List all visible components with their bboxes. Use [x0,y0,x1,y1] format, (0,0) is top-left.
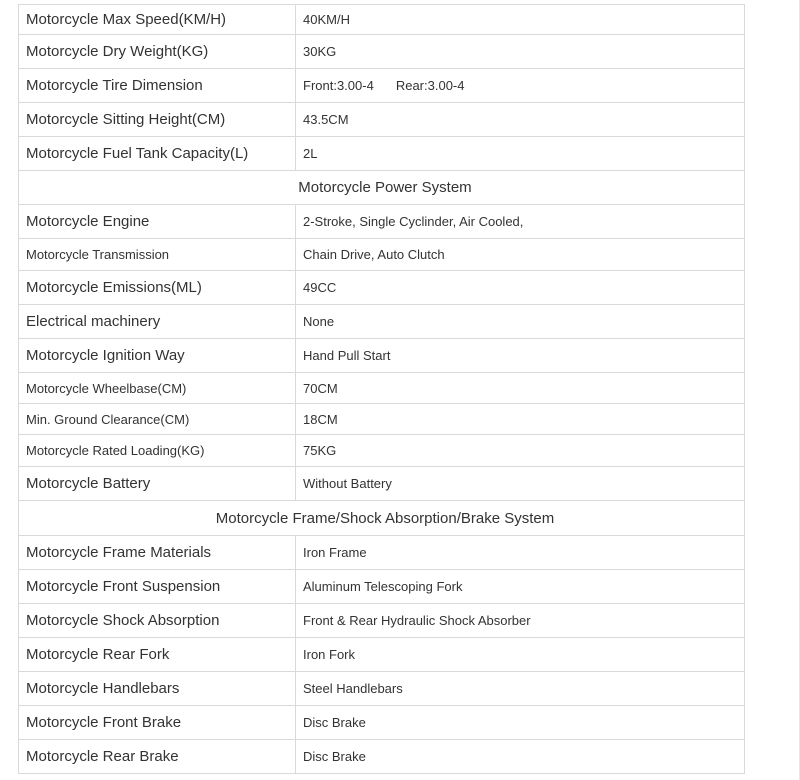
spec-label: Motorcycle Max Speed(KM/H) [19,5,296,35]
spec-label: Motorcycle Front Brake [19,706,296,740]
spec-label: Motorcycle Engine [19,205,296,239]
table-row [19,435,745,467]
table-row [19,137,745,171]
table-row [19,672,745,706]
table-row [19,205,745,239]
spec-label: Motorcycle Battery [19,467,296,501]
spec-value: 2-Stroke, Single Cyclinder, Air Cooled, [296,205,745,239]
section-title-frame: Motorcycle Frame/Shock Absorption/Brake System [19,501,745,536]
spec-label: Motorcycle Rear Fork [19,638,296,672]
table-row [19,467,745,501]
table-row [19,740,745,774]
spec-label: Motorcycle Wheelbase(CM) [19,373,296,404]
spec-value: Front & Rear Hydraulic Shock Absorber [296,604,745,638]
spec-value: 2L [296,137,745,171]
spec-value: 75KG [296,435,745,467]
spec-label: Motorcycle Transmission [19,239,296,271]
spec-value: Disc Brake [296,706,745,740]
spec-label: Motorcycle Handlebars [19,672,296,706]
spec-label: Motorcycle Sitting Height(CM) [19,103,296,137]
spec-value: 30KG [296,35,745,69]
table-row [19,404,745,435]
table-row [19,536,745,570]
spec-label: Motorcycle Dry Weight(KG) [19,35,296,69]
tire-rear-value: Rear:3.00-4 [395,78,465,93]
spec-value: 40KM/H [296,5,745,35]
spec-label: Motorcycle Fuel Tank Capacity(L) [19,137,296,171]
spec-label: Motorcycle Tire Dimension [19,69,296,103]
spec-label: Motorcycle Rear Brake [19,740,296,774]
spec-label: Motorcycle Front Suspension [19,570,296,604]
table-row [19,339,745,373]
spec-value: Disc Brake [296,740,745,774]
spec-label: Motorcycle Emissions(ML) [19,271,296,305]
spec-value: Aluminum Telescoping Fork [296,570,745,604]
table-row [19,271,745,305]
spec-value: Chain Drive, Auto Clutch [296,239,745,271]
table-row [19,239,745,271]
spec-label: Electrical machinery [19,305,296,339]
spec-value [296,69,745,103]
table-row [19,570,745,604]
spec-value: 43.5CM [296,103,745,137]
table-row [19,604,745,638]
spec-label: Motorcycle Shock Absorption [19,604,296,638]
table-row [19,706,745,740]
section-header-row [19,171,745,205]
spec-value: Hand Pull Start [296,339,745,373]
spec-value: 70CM [296,373,745,404]
spec-table [18,4,745,774]
spec-value: None [296,305,745,339]
table-row [19,638,745,672]
spec-value: Without Battery [296,467,745,501]
spec-label: Motorcycle Ignition Way [19,339,296,373]
table-row [19,5,745,35]
table-row [19,103,745,137]
section-title-power: Motorcycle Power System [19,171,745,205]
section-header-row [19,501,745,536]
spec-label: Min. Ground Clearance(CM) [19,404,296,435]
spec-value: 18CM [296,404,745,435]
spec-label: Motorcycle Frame Materials [19,536,296,570]
spec-value: Iron Fork [296,638,745,672]
spec-value: 49CC [296,271,745,305]
spec-value: Iron Frame [296,536,745,570]
table-row [19,305,745,339]
spec-label: Motorcycle Rated Loading(KG) [19,435,296,467]
spec-value: Steel Handlebars [296,672,745,706]
table-row [19,69,745,103]
table-row [19,373,745,404]
table-row [19,35,745,69]
tire-front-value: Front:3.00-4 [303,78,374,93]
